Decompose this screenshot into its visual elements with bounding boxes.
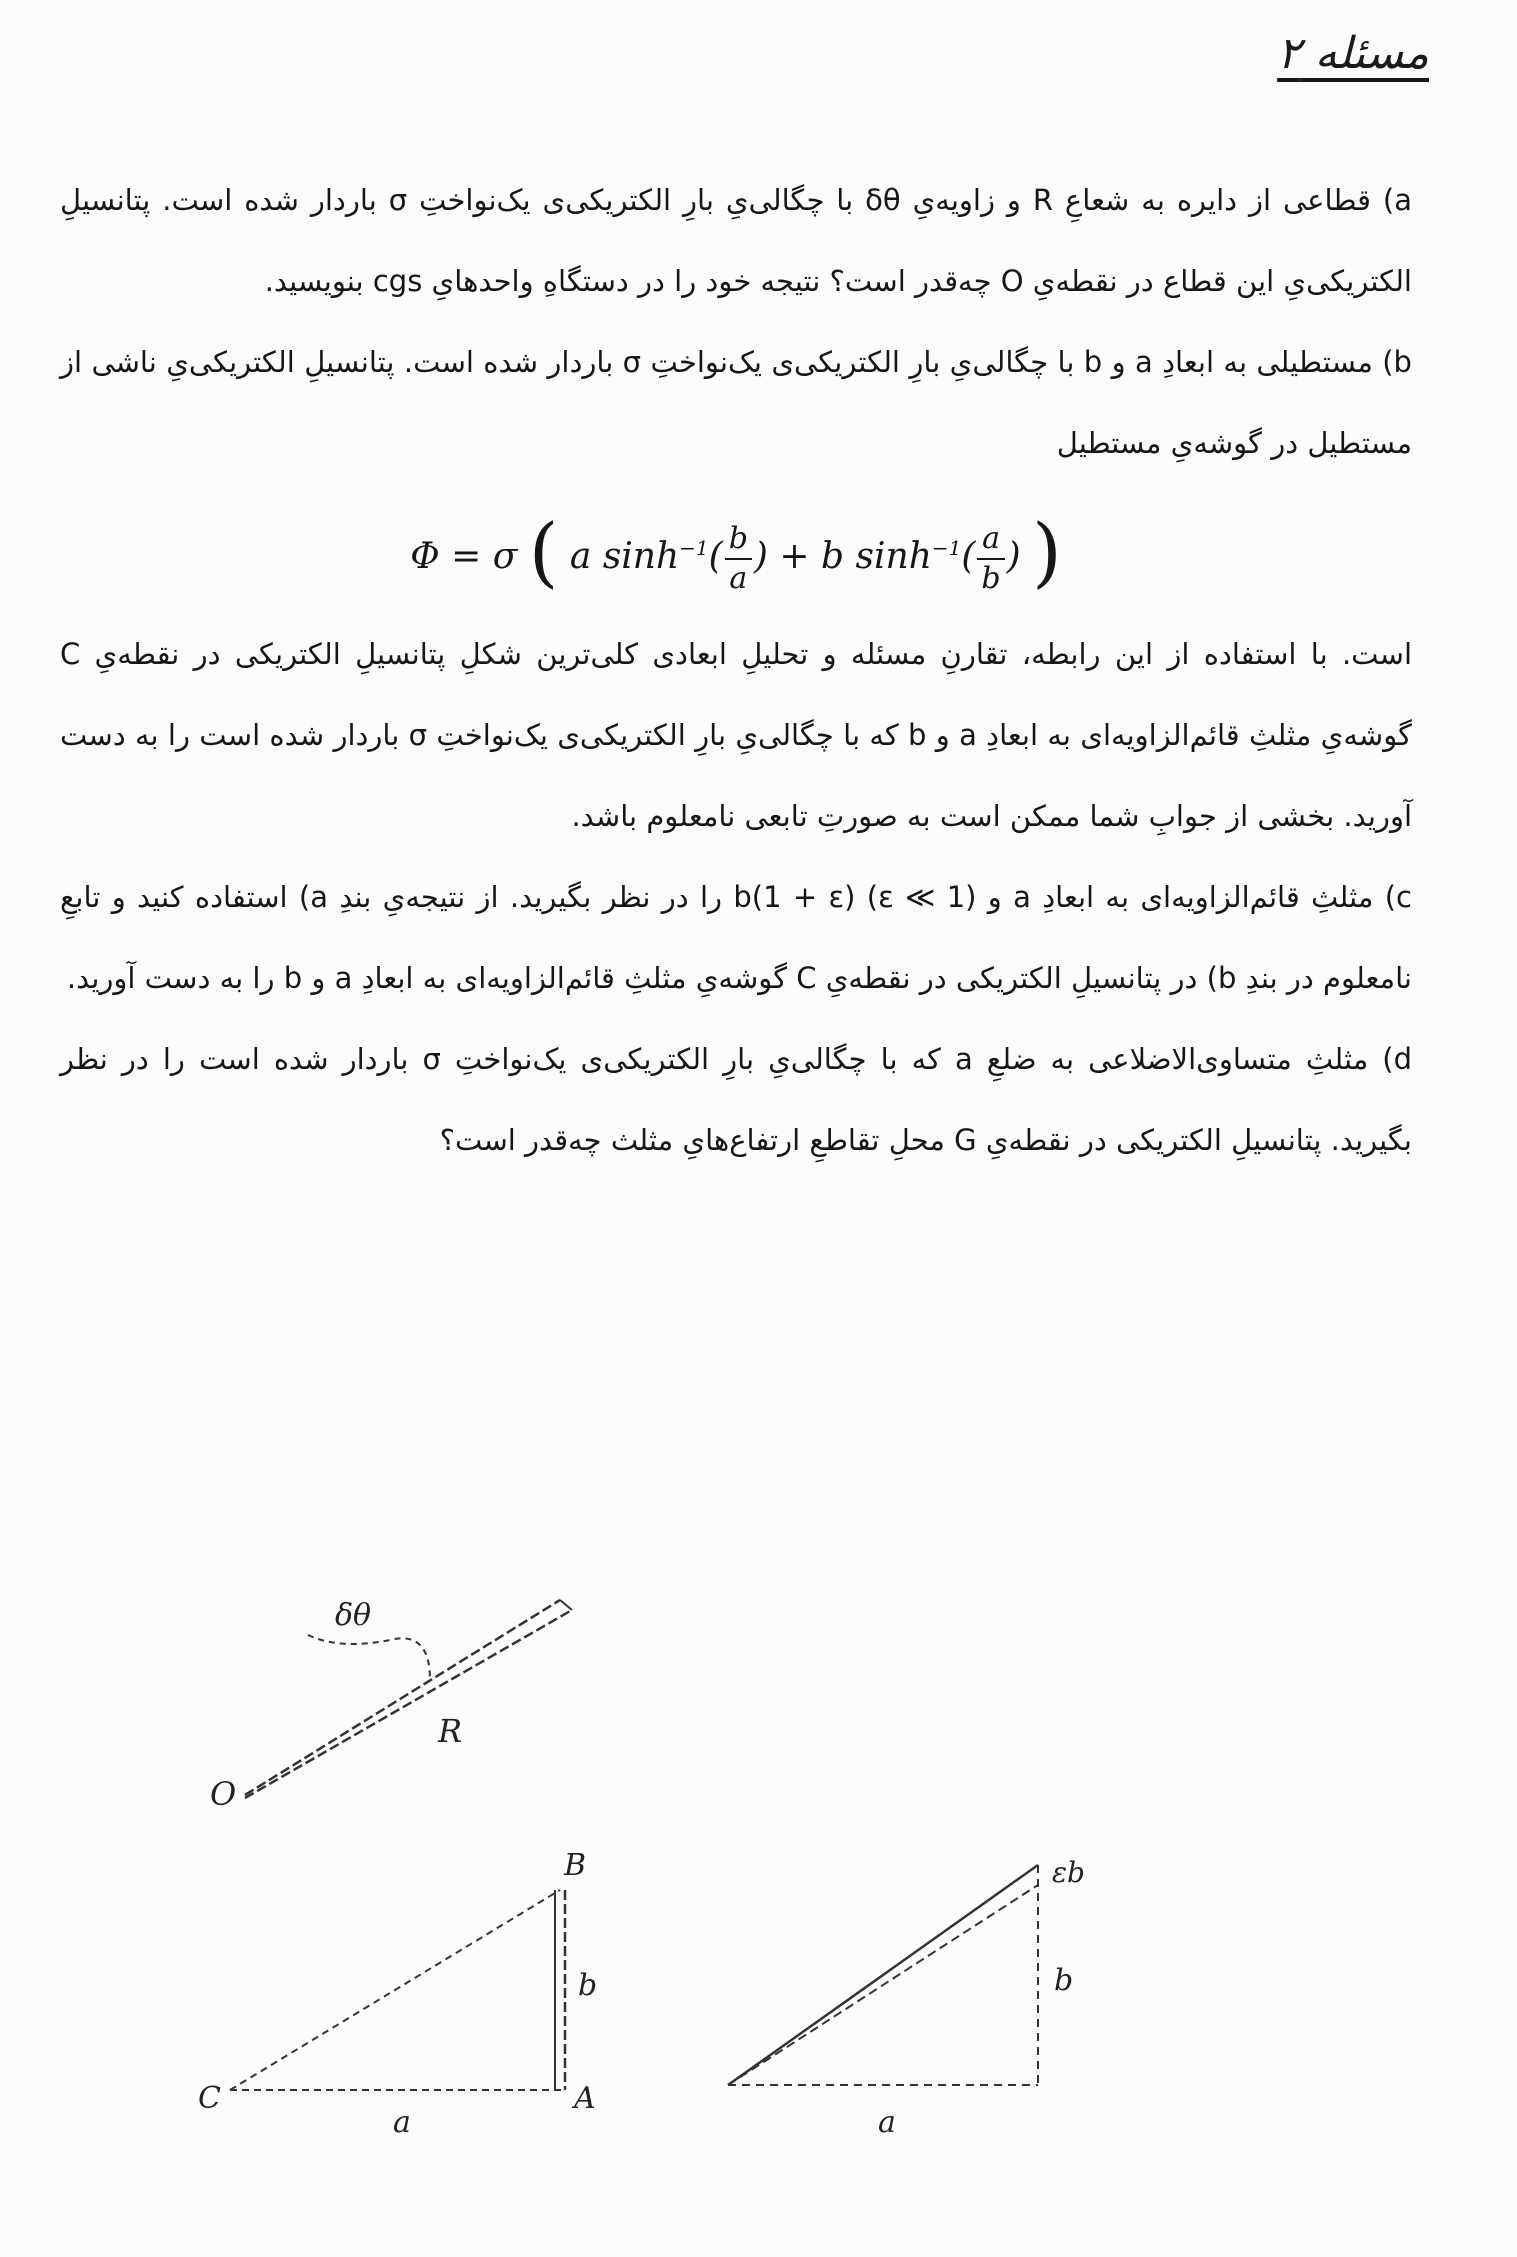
problem-body: [60, 160, 1412, 1181]
sector-angle-label: δθ: [335, 1598, 372, 1633]
formula-frac2: [977, 520, 1004, 598]
problem-header: مسئله ۲: [1277, 28, 1429, 79]
sector-figure: [180, 1570, 620, 1820]
formula-term1: a sinh: [569, 536, 680, 577]
sector-radius-label: R: [438, 1712, 463, 1750]
part-c: c) مثلثِ قائم‌الزاویه‌ای به ابعادِ a و b(1 + ε) (ε ≪ 1) را در نظر بگیرید. از نتیجه‌یِ بندِ a) استفاده کنید و تابعِ نامعلوم در بندِ b) در پتانسیلِ الکتریکی در نقطه‌یِ C گوشه‌یِ مثلثِ قائم‌الزاویه‌ای به ابعادِ a و b را به دست آورید.: [60, 880, 1412, 995]
triangle2-epsilon-b: εb: [1052, 1856, 1085, 1889]
triangle1-side-b: b: [578, 1968, 598, 2003]
triangle1-vertex-C: C: [198, 2081, 221, 2116]
part-b-intro: b) مستطیلی به ابعادِ a و b با چگالی‌یِ بارِ الکتریکی‌ی یک‌نواختِ σ باردار شده است. پتانسیلِ الکتریکی‌یِ ناشی از مستطیل در گوشه‌یِ مستطیل: [60, 345, 1412, 460]
frac1-den: a: [729, 561, 748, 596]
triangle2-side-a: a: [878, 2105, 896, 2140]
triangle1-side-a: a: [393, 2105, 411, 2140]
triangle1-figure: [180, 1840, 630, 2150]
formula-exp1: −1: [679, 536, 709, 560]
sector-origin-label: O: [210, 1775, 237, 1813]
frac2-den: b: [981, 561, 1001, 596]
frac1-num: b: [725, 520, 752, 560]
formula-lhs: Φ = σ: [410, 536, 518, 577]
frac2-num: a: [977, 520, 1004, 560]
formula-term2: + b sinh: [779, 536, 932, 577]
triangle2-side-b: b: [1054, 1963, 1074, 1998]
formula-close-paren: ): [1032, 507, 1062, 596]
rectangle-potential-formula: Φ = σ ( a $\sinh^{-1}$( $\frac{b}{a}$ ) + b $\sinh^{-1}$( $\frac{a}{b}$ ) ): [410, 507, 1062, 596]
part-b-rest: است. با استفاده از این رابطه، تقارنِ مسئله و تحلیلِ ابعادی کلی‌ترین شکلِ پتانسیلِ الکتریکی در نقطه‌یِ C گوشه‌یِ مثلثِ قائم‌الزاویه‌ای به ابعادِ a و b که با چگالی‌یِ بارِ الکتریکی‌ی یک‌نواختِ σ باردار شده است را به دست آورید. بخشی از جوابِ شما ممکن است به صورتِ تابعی نامعلوم باشد.: [60, 637, 1412, 833]
formula-exp2: −1: [931, 536, 962, 560]
formula-frac1: [725, 520, 752, 598]
triangle2-figure: [700, 1840, 1120, 2150]
triangle1-vertex-B: B: [564, 1848, 587, 1883]
part-d: d) مثلثِ متساوی‌الاضلاعی به ضلعِ a که با چگالی‌یِ بارِ الکتریکی‌ی یک‌نواختِ σ باردار شده است را در نظر بگیرید. پتانسیلِ الکتریکی در نقطه‌یِ G محلِ تقاطعِ ارتفاع‌هایِ مثلث چه‌قدر است؟: [60, 1042, 1412, 1157]
formula-open-paren: (: [528, 507, 559, 596]
triangle1-vertex-A: A: [574, 2081, 596, 2116]
part-a: a) قطاعی از دایره به شعاعِ R و زاویه‌یِ δθ با چگالی‌یِ بارِ الکتریکی‌ی یک‌نواختِ σ باردار شده است. پتانسیلِ الکتریکی‌یِ این قطاع در نقطه‌یِ O چه‌قدر است؟ نتیجه خود را در دستگاهِ واحدهایِ cgs بنویسید.: [60, 183, 1412, 298]
